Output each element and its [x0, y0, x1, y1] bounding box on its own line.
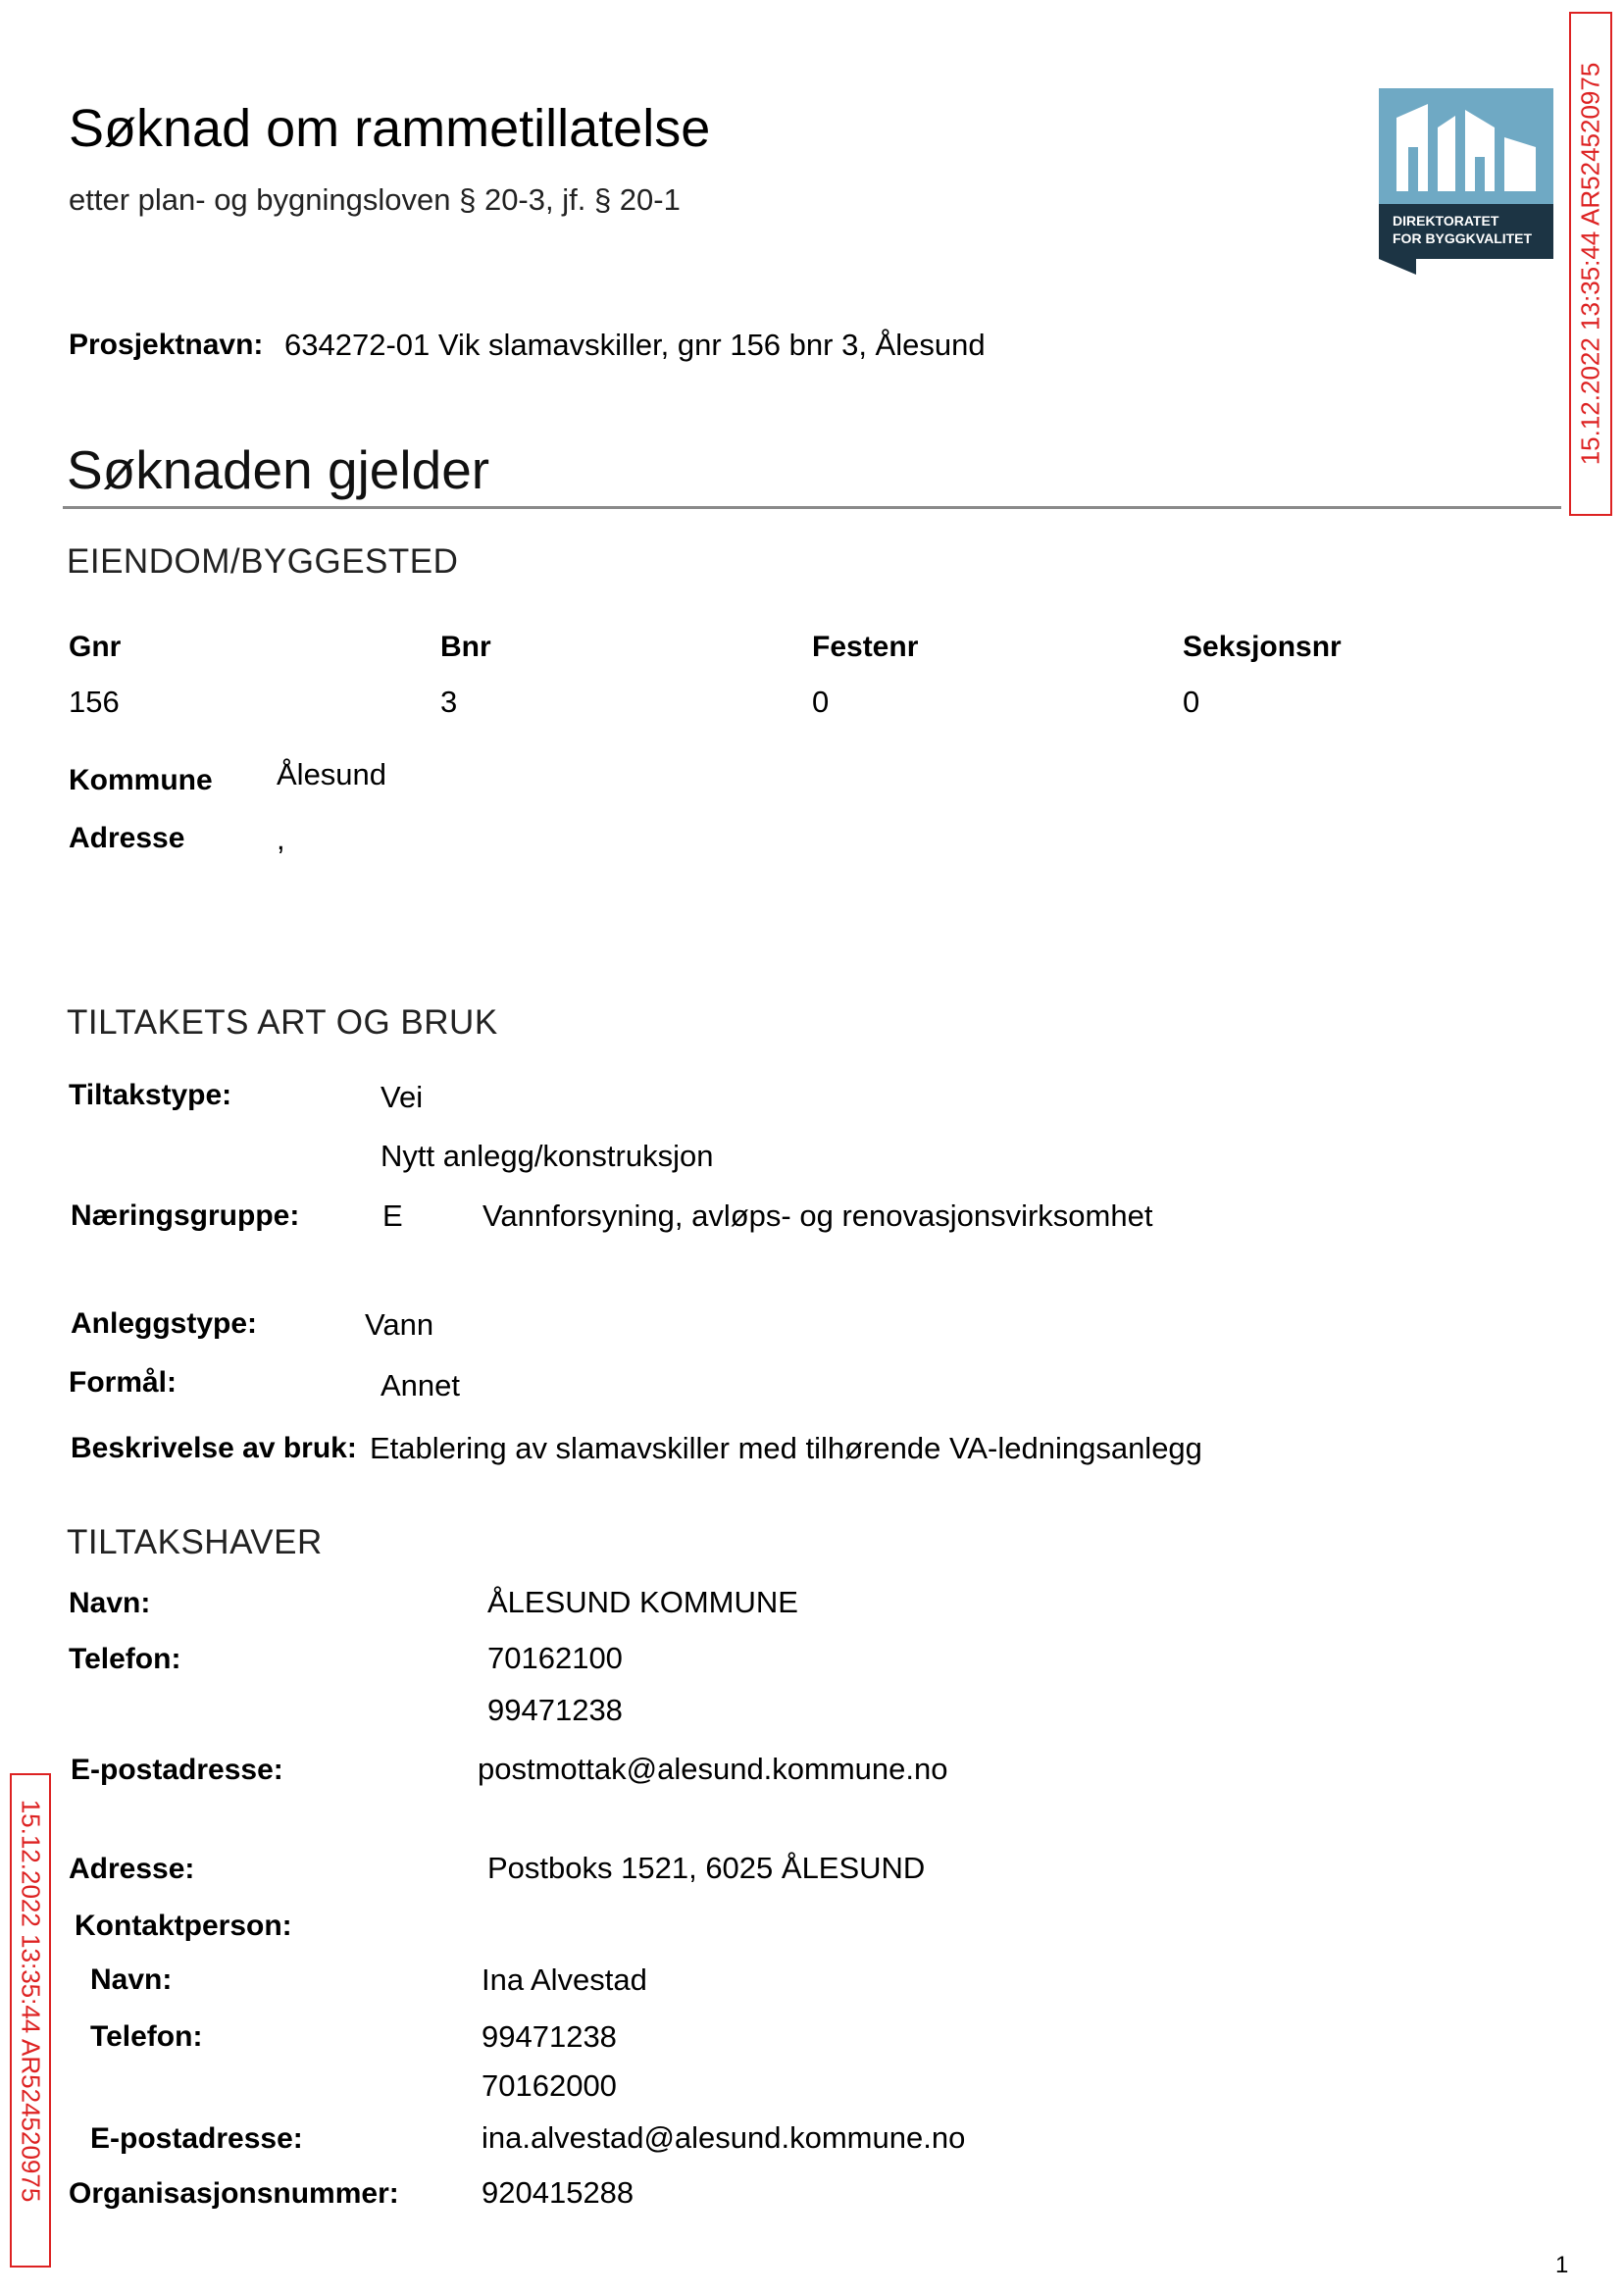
tiltakstype-value-1: Vei	[381, 1080, 424, 1114]
kontakt-epost-label: E-postadresse:	[90, 2122, 303, 2155]
timestamp-stamp-text: 15.12.2022 13:35:44 AR524520975	[1575, 62, 1605, 466]
seksjonsnr-label: Seksjonsnr	[1183, 631, 1342, 663]
anleggstype-label: Anleggstype:	[71, 1307, 258, 1340]
naeringsgruppe-code: E	[382, 1198, 403, 1233]
property-heading: EIENDOM/BYGGESTED	[67, 542, 459, 581]
naeringsgruppe-label: Næringsgruppe:	[71, 1199, 300, 1232]
logo-text-line2: FOR BYGGKVALITET	[1393, 230, 1533, 246]
kontakt-navn-label: Navn:	[90, 1963, 173, 1996]
kontakt-telefon-2: 70162000	[482, 2068, 617, 2103]
page-number: 1	[1555, 2252, 1569, 2278]
document-subtitle: etter plan- og bygningsloven § 20-3, jf. § 20-1	[69, 182, 681, 217]
tiltakshaver-telefon-1: 70162100	[487, 1641, 623, 1675]
section-divider	[63, 506, 1561, 509]
gnr-value: 156	[69, 685, 120, 719]
adresse-label: Adresse	[69, 822, 185, 854]
tiltakshaver-adresse-value: Postboks 1521, 6025 ÅLESUND	[487, 1851, 926, 1885]
document-title: Søknad om rammetillatelse	[69, 99, 711, 158]
tiltakshaver-adresse-label: Adresse:	[69, 1853, 195, 1885]
seksjonsnr-value: 0	[1183, 685, 1200, 719]
timestamp-stamp-text: 15.12.2022 13:35:44 AR524520975	[16, 1799, 46, 2203]
tiltakshaver-heading: TILTAKSHAVER	[67, 1523, 323, 1561]
dibk-logo-mark	[1379, 88, 1553, 275]
kontakt-telefon-label: Telefon:	[90, 2020, 203, 2053]
kommune-label: Kommune	[69, 764, 213, 796]
organisasjonsnummer-label: Organisasjonsnummer:	[69, 2177, 399, 2210]
beskrivelse-label: Beskrivelse av bruk:	[71, 1432, 357, 1464]
formal-label: Formål:	[69, 1366, 178, 1399]
section-title: Søknaden gjelder	[67, 439, 490, 500]
gnr-label: Gnr	[69, 631, 122, 663]
organisasjonsnummer-value: 920415288	[482, 2175, 634, 2210]
dibk-logo	[1379, 88, 1553, 275]
timestamp-stamp-top	[1569, 12, 1612, 516]
tiltak-heading: TILTAKETS ART OG BRUK	[67, 1003, 498, 1042]
festenr-label: Festenr	[812, 631, 919, 663]
tiltakshaver-navn-value: ÅLESUND KOMMUNE	[487, 1585, 798, 1619]
festenr-value: 0	[812, 685, 830, 719]
kommune-value: Ålesund	[277, 757, 387, 791]
naeringsgruppe-text: Vannforsyning, avløps- og renovasjonsvirksomhet	[482, 1198, 1153, 1233]
bnr-value: 3	[440, 685, 458, 719]
project-label: Prosjektnavn:	[69, 329, 264, 361]
bnr-label: Bnr	[440, 631, 491, 663]
tiltakshaver-telefon-2: 99471238	[487, 1693, 623, 1727]
project-value: 634272-01 Vik slamavskiller, gnr 156 bnr 3, Ålesund	[284, 328, 986, 362]
tiltakstype-label: Tiltakstype:	[69, 1079, 232, 1111]
tiltakshaver-navn-label: Navn:	[69, 1587, 151, 1619]
kontakt-telefon-1: 99471238	[482, 2019, 617, 2054]
tiltakshaver-epost-value: postmottak@alesund.kommune.no	[478, 1752, 948, 1786]
adresse-value: ,	[277, 822, 285, 856]
beskrivelse-value: Etablering av slamavskiller med tilhørende VA-ledningsanlegg	[370, 1431, 1202, 1465]
logo-text-line1: DIREKTORATET	[1393, 213, 1499, 229]
tiltakstype-value-2: Nytt anlegg/konstruksjon	[381, 1139, 714, 1173]
formal-value: Annet	[381, 1368, 461, 1402]
timestamp-stamp-left	[10, 1773, 51, 2268]
anleggstype-value: Vann	[365, 1307, 434, 1342]
kontakt-navn-value: Ina Alvestad	[482, 1963, 647, 1997]
tiltakshaver-epost-label: E-postadresse:	[71, 1754, 283, 1786]
kontakt-epost-value: ina.alvestad@alesund.kommune.no	[482, 2120, 966, 2155]
kontaktperson-label: Kontaktperson:	[75, 1910, 292, 1942]
tiltakshaver-telefon-label: Telefon:	[69, 1643, 181, 1675]
